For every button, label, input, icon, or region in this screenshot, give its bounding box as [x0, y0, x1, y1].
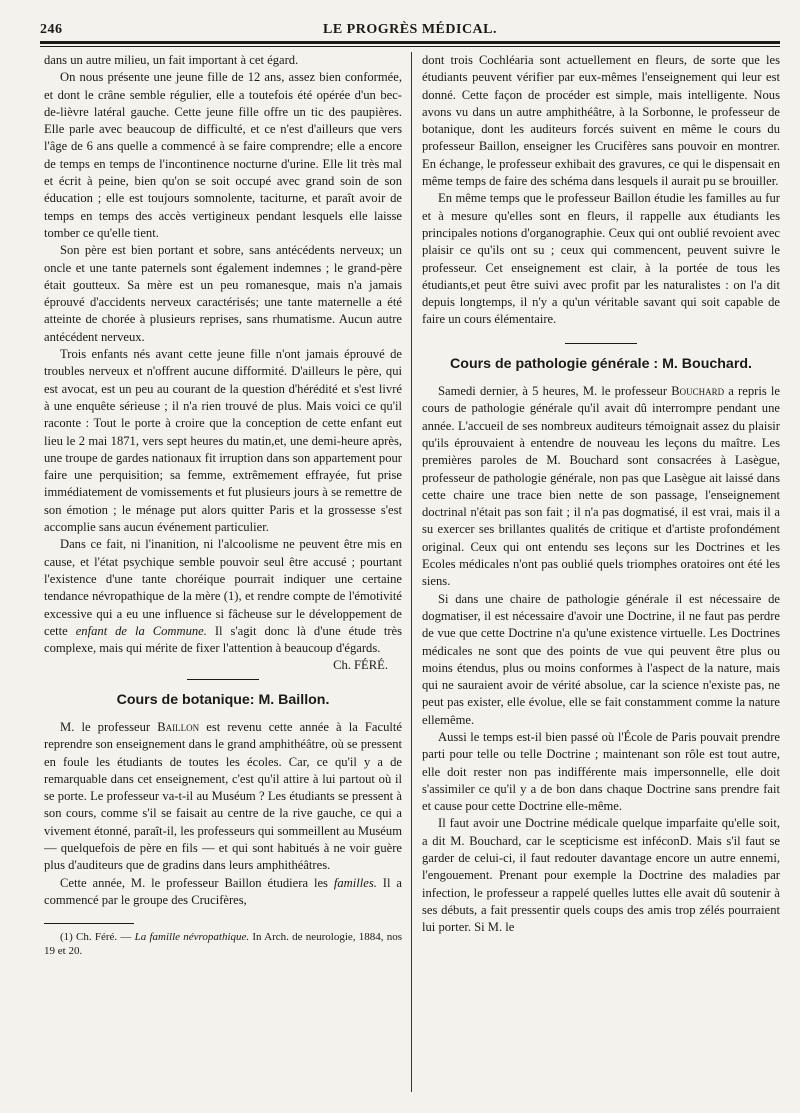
text-run: M. le professeur: [60, 719, 158, 734]
paragraph: Trois enfants nés avant cette jeune fille n'ont jamais éprouvé de troubles nerveux et n'offrent aucune difformité. D'ailleurs le père, qui est avocat, est un peu au courant de la question d'hérédité et s'est livré à une enquête sérieuse ; il n'a rien trouvé de plus. Mais voici ce qu'il raconte : Tout le porte à croire que la conception de cette enfant eut lieu le 2 mai 1871, vers sept heures du matin,et, une demi-heure après, une troupe de gardes nationaux fit irruption dans son appartement pour faire une perquisition; sa femme, extrêmement effrayée, fut prise immédiatement de vomissements et fut plusieurs jours à se remettre de son émotion ; le ménage put alors quitter Paris et la grossesse s'est accomplie sans aucun événement particulier.: [44, 347, 402, 535]
text-run: a repris le cours de pathologie générale qu'il avait dû interrompre pendant une année. L'accueil de ses nombreux auditeurs témoignait assez du plaisir qu'ils éprouvaient à entendre de nouveau les leçons du maître. Les premières paroles de M. Bouchard sont consacrées à Lasègue, professeur de pathologie générale, non pas que Lasègue ait laissé dans cette chaire une trace bien nette de son passage, l'enseignement doctrinal n'était pas son fait ; il n'a pas dogmatisé, il est vrai, mais il a su exercer ses brillantes qualités de critique et d'artiste profondément original. Ceux qui ont entendu ses leçons sur les Doctrines et les Ecoles médicales n'ont pas oublié quels triomphes oratoires ont été les siens.: [422, 384, 780, 589]
text-run: In Arch. de neurologie, 1884, nos 19 et 20.: [44, 931, 402, 958]
section-separator: [565, 343, 637, 344]
column-divider: [411, 52, 412, 1092]
text-run: (1) Ch. Féré. —: [60, 931, 135, 944]
paragraph: Il faut avoir une Doctrine médicale quelque imparfaite qu'elle soit, a dit M. Bouchard, car le scepticisme est inféconD. Mais s'il faut se garder de celui-ci, il faut redouter davantage encore un autre ennemi, l'engouement. Prenant pour exemple la Doctrine des maladies par infection, le professeur a rappelé quelles luttes elle avait dû soutenir à ses débuts, a fait pressentir quels coups des amis trop zélés pourraient lui porter. Si M. le: [422, 816, 780, 935]
right-column: [422, 52, 780, 937]
text-run: Il a commencé par le groupe des Crucifères,: [44, 875, 402, 907]
italic-text: familles.: [333, 875, 377, 890]
paragraph: On nous présente une jeune fille de 12 ans, assez bien conformée, et dont le crâne semble régulier, elle a toutefois été opérée d'un bec-de-lièvre latéral gauche. Cette jeune fille offre un tic des paupières. Elle parle avec beaucoup de difficulté, et ce n'est d'ailleurs que vers l'âge de 6 ans quelle a commencé à se faire comprendre; elle a encore de temps en temps de l'incontinence nocturne d'urine. Elle lit très mal et écrit à peine, bien qu'on se soit occupé avec grand soin de son éducation ; elle est toujours somnolente, taciturne, et paraît avoir de temps en temps des accès vertigineux pendant lesquels elle laisse tomber ce qu'elle tient.: [44, 70, 402, 240]
small-caps-name: Baillon: [157, 719, 200, 734]
small-caps-name: Bouchard: [671, 384, 725, 399]
page-number: 246: [40, 22, 63, 37]
paragraph: dont trois Cochléaria sont actuellement en fleurs, de sorte que les étudiants peuvent vérifier par eux-mêmes l'enseignement qui leur est donné. Cette façon de procéder est simple, mais intelligente. Nous avons vu dans un autre amphithéâtre, à la Sorbonne, le professeur de botanique, dont les auditeurs forcés suivent en même le cours du professeur Baillon, enseigner les Crucifères sans pouvoir en montrer. En échange, le professeur exhibait des gravures, ce qui le dispensait en même temps de faire des schéma dans lesquels il aurait pu se brouiller.: [422, 53, 780, 189]
journal-title: LE PROGRÈS MÉDICAL.: [322, 22, 498, 37]
text-run: Il s'agit donc là d'une étude très complexe, mais qui mérite de fixer l'attention à beaucoup d'égards.: [44, 623, 403, 656]
page-header: [40, 22, 780, 42]
text-run: Dans ce fait, ni l'inanition, ni l'alcoolisme ne peuvent être mis en cause, et l'état psychique semble pouvoir seul être accusé ; pourtant l'existence d'une tante choréique pourrait indiquer une certaine tendance névropathique de la mère (1), et rendre compte de l'émotivité excessive qui a eu une influence si fâcheuse sur le développement de cette: [44, 537, 402, 638]
paragraph: [44, 536, 402, 657]
text-run: Samedi dernier, à 5 heures, M. le professeur: [438, 384, 672, 399]
section-title-botanique: Cours de botanique: M. Baillon.: [116, 691, 330, 708]
paragraph: Si dans une chaire de pathologie générale il est nécessaire de dogmatiser, il est nécessaire d'avoir une Doctrine, il ne faut pas perdre de vue que cette Doctrine n'a qu'une existence virtuelle. Les Doctrines médicales ne sont que des points de vue qui peuvent être plus ou moins étendus, plus ou moins conformes à l'aspect de la nature, mais qui ne sauraient avoir de vérité absolue, car la science n'existe pas, ne peut pas exister, elle évolue, elle se fait constamment comme la nature ellemême.: [422, 591, 780, 727]
paragraph: dans un autre milieu, un fait important à cet égard.: [44, 53, 299, 67]
paragraph: [422, 383, 780, 591]
section-title-pathologie: Cours de pathologie générale : M. Bouchard.: [450, 355, 752, 372]
text-run: est revenu cette année à la Faculté reprendre son enseignement dans le grand amphithéâtre, où se pressent en foule les étudiants de toutes les écoles. Car, ce qu'il y a de remarquable dans cet enseignement, c'est qu'il attire à lui partout où il se porte. Le professeur va-t-il au Muséum ? Les étudiants se pressent à son cours, comme s'il se faisait au centre de la rive gauche, ce qui a vivement étonné, paraît-il, les professeurs qui sommeillent au Muséum — quelquefois de père en fils — et qui sont habitués à ne voir guère plus d'auditeurs que de gradins dans leurs amphithéâtres.: [44, 719, 402, 873]
footnote: [44, 930, 402, 958]
author-signature: Ch. FÉRÉ.: [333, 658, 388, 673]
header-rule-thick: [40, 41, 780, 44]
footnote-rule: [44, 923, 134, 924]
section-separator: [187, 679, 259, 680]
paragraph: [44, 719, 402, 875]
italic-text: enfant de la Commune.: [75, 623, 207, 638]
paragraph: En même temps que le professeur Baillon étudie les familles au fur et à mesure qu'elles sont en fleurs, il rappelle aux étudiants les principales notions d'organographie. Ceux qui ont oublié revoient avec plaisir ce qu'ils ont su ; ceux qui commencent, peuvent suivre le professeur. Cet enseignement est clair, à la portée de tous les étudiants,et peut être suivi avec profit par les naturalistes : on l'a dit depuis longtemps, il n'y a qu'un véritable savant qui soit capable de faire un cours élémentaire.: [422, 191, 780, 327]
paragraph: Son père est bien portant et sobre, sans antécédents nerveux; un oncle et une tante paternels sont également indemnes ; le grand-père était goutteux. Sa mère est un peu romanesque, mais n'a jamais éprouvé d'accidents nerveux caractérisés; une tante maternelle a été atteinte de chorée à plusieurs reprises, sans rhumatisme. Aucun autre antécédent nerveux.: [44, 243, 402, 344]
paragraph: Aussi le temps est-il bien passé où l'École de Paris pouvait prendre parti pour telle ou telle Doctrine ; maintenant son rôle est tout autre, elle doit rester non pas indifférente mais impersonnelle, elle doit s'assimiler ce qu'il y a de bon dans chaque Doctrine sans prendre fait et cause pour cette Doctrine elle-même.: [422, 729, 780, 814]
paragraph: [44, 875, 402, 910]
italic-text: La famille névropathique.: [134, 931, 250, 944]
left-column: [44, 52, 402, 958]
text-run: Cette année, M. le professeur Baillon étudiera les: [60, 875, 334, 890]
header-rule-thin: [40, 46, 780, 47]
